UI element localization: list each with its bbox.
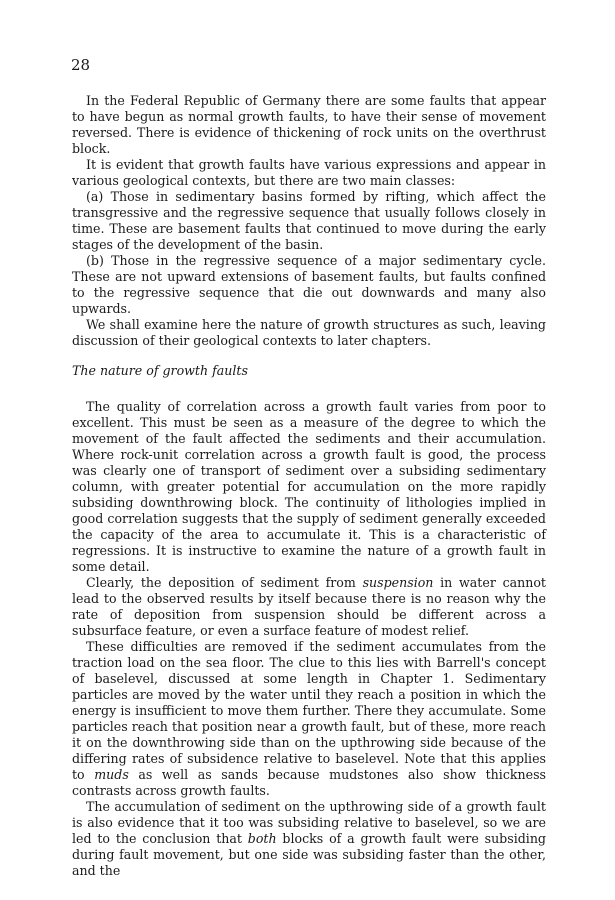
paragraph-text: as well as sands because mudstones also show thickness contrasts across growth faults. bbox=[72, 767, 546, 798]
paragraph: (a) Those in sedimentary basins formed by rifting, which affect the transgressive and the regressive sequence that usually follows closely in time. These are basement faults that continued to move during the early stages of the development of the basin. bbox=[72, 189, 546, 252]
paragraph bbox=[72, 799, 546, 879]
emphasis-text: suspension bbox=[362, 575, 434, 590]
body-text bbox=[72, 93, 546, 879]
paragraph bbox=[72, 639, 546, 799]
paragraph-text: The accumulation of sediment on the upthrowing side of a growth fault is also evidence that it too was subsiding relative to baselevel, so we are led to the conclusion that bbox=[72, 799, 546, 846]
emphasis-text: muds bbox=[94, 767, 129, 782]
paragraph: The quality of correlation across a growth fault varies from poor to excellent. This must be seen as a measure of the degree to which the movement of the fault affected the sediments and their accumulation. Where rock-unit correlation across a growth fault is good, the process was clearly one of transport of sediment over a subsiding sedimentary column, with greater potential for accumulation on the more rapidly subsiding downthrowing block. The continuity of lithologies implied in good correlation suggests that the supply of sediment generally exceeded the capacity of the area to accumulate it. This is a characteristic of regressions. It is instructive to examine the nature of a growth fault in some detail. bbox=[72, 399, 546, 574]
paragraph-text: in water cannot lead to the observed results by itself because there is no reason why the rate of deposition from suspension should be different across a subsurface feature, or even a surface feature of modest relief. bbox=[72, 575, 546, 638]
emphasis-text: both bbox=[247, 831, 277, 846]
paragraph: In the Federal Republic of Germany there are some faults that appear to have begun as normal growth faults, to have their sense of movement reversed. There is evidence of thickening of rock units on the overthrust block. bbox=[72, 93, 546, 156]
paragraph-text: These difficulties are removed if the sediment accumulates from the traction load on the sea floor. The clue to this lies with Barrell's concept of baselevel, discussed at some length in Chapter 1. Sedimentary particles are moved by the water until they reach a position in which the energy is insufficient to move them further. There they accumulate. Some particles reach that position near a growth fault, but of these, more reach it on the downthrowing side than on the upthrowing side because of the differing rates of subsidence relative to baselevel. Note that this applies to bbox=[72, 639, 546, 782]
paragraph bbox=[72, 575, 546, 639]
section-heading: The nature of growth faults bbox=[72, 363, 248, 378]
paragraph: We shall examine here the nature of growth structures as such, leaving discussion of their geological contexts to later chapters. bbox=[72, 317, 546, 348]
paragraph-text: blocks of a growth fault were subsiding during fault movement, but one side was subsiding faster than the other, and the bbox=[72, 831, 546, 878]
paragraph-text: Clearly, the deposition of sediment from bbox=[86, 575, 363, 590]
paragraph: It is evident that growth faults have various expressions and appear in various geological contexts, but there are two main classes: bbox=[72, 157, 546, 188]
paragraph: (b) Those in the regressive sequence of a major sedimentary cycle. These are not upward extensions of basement faults, but faults confined to the regressive sequence that die out downwards and many also upwards. bbox=[72, 253, 546, 316]
page-number: 28 bbox=[71, 56, 91, 74]
